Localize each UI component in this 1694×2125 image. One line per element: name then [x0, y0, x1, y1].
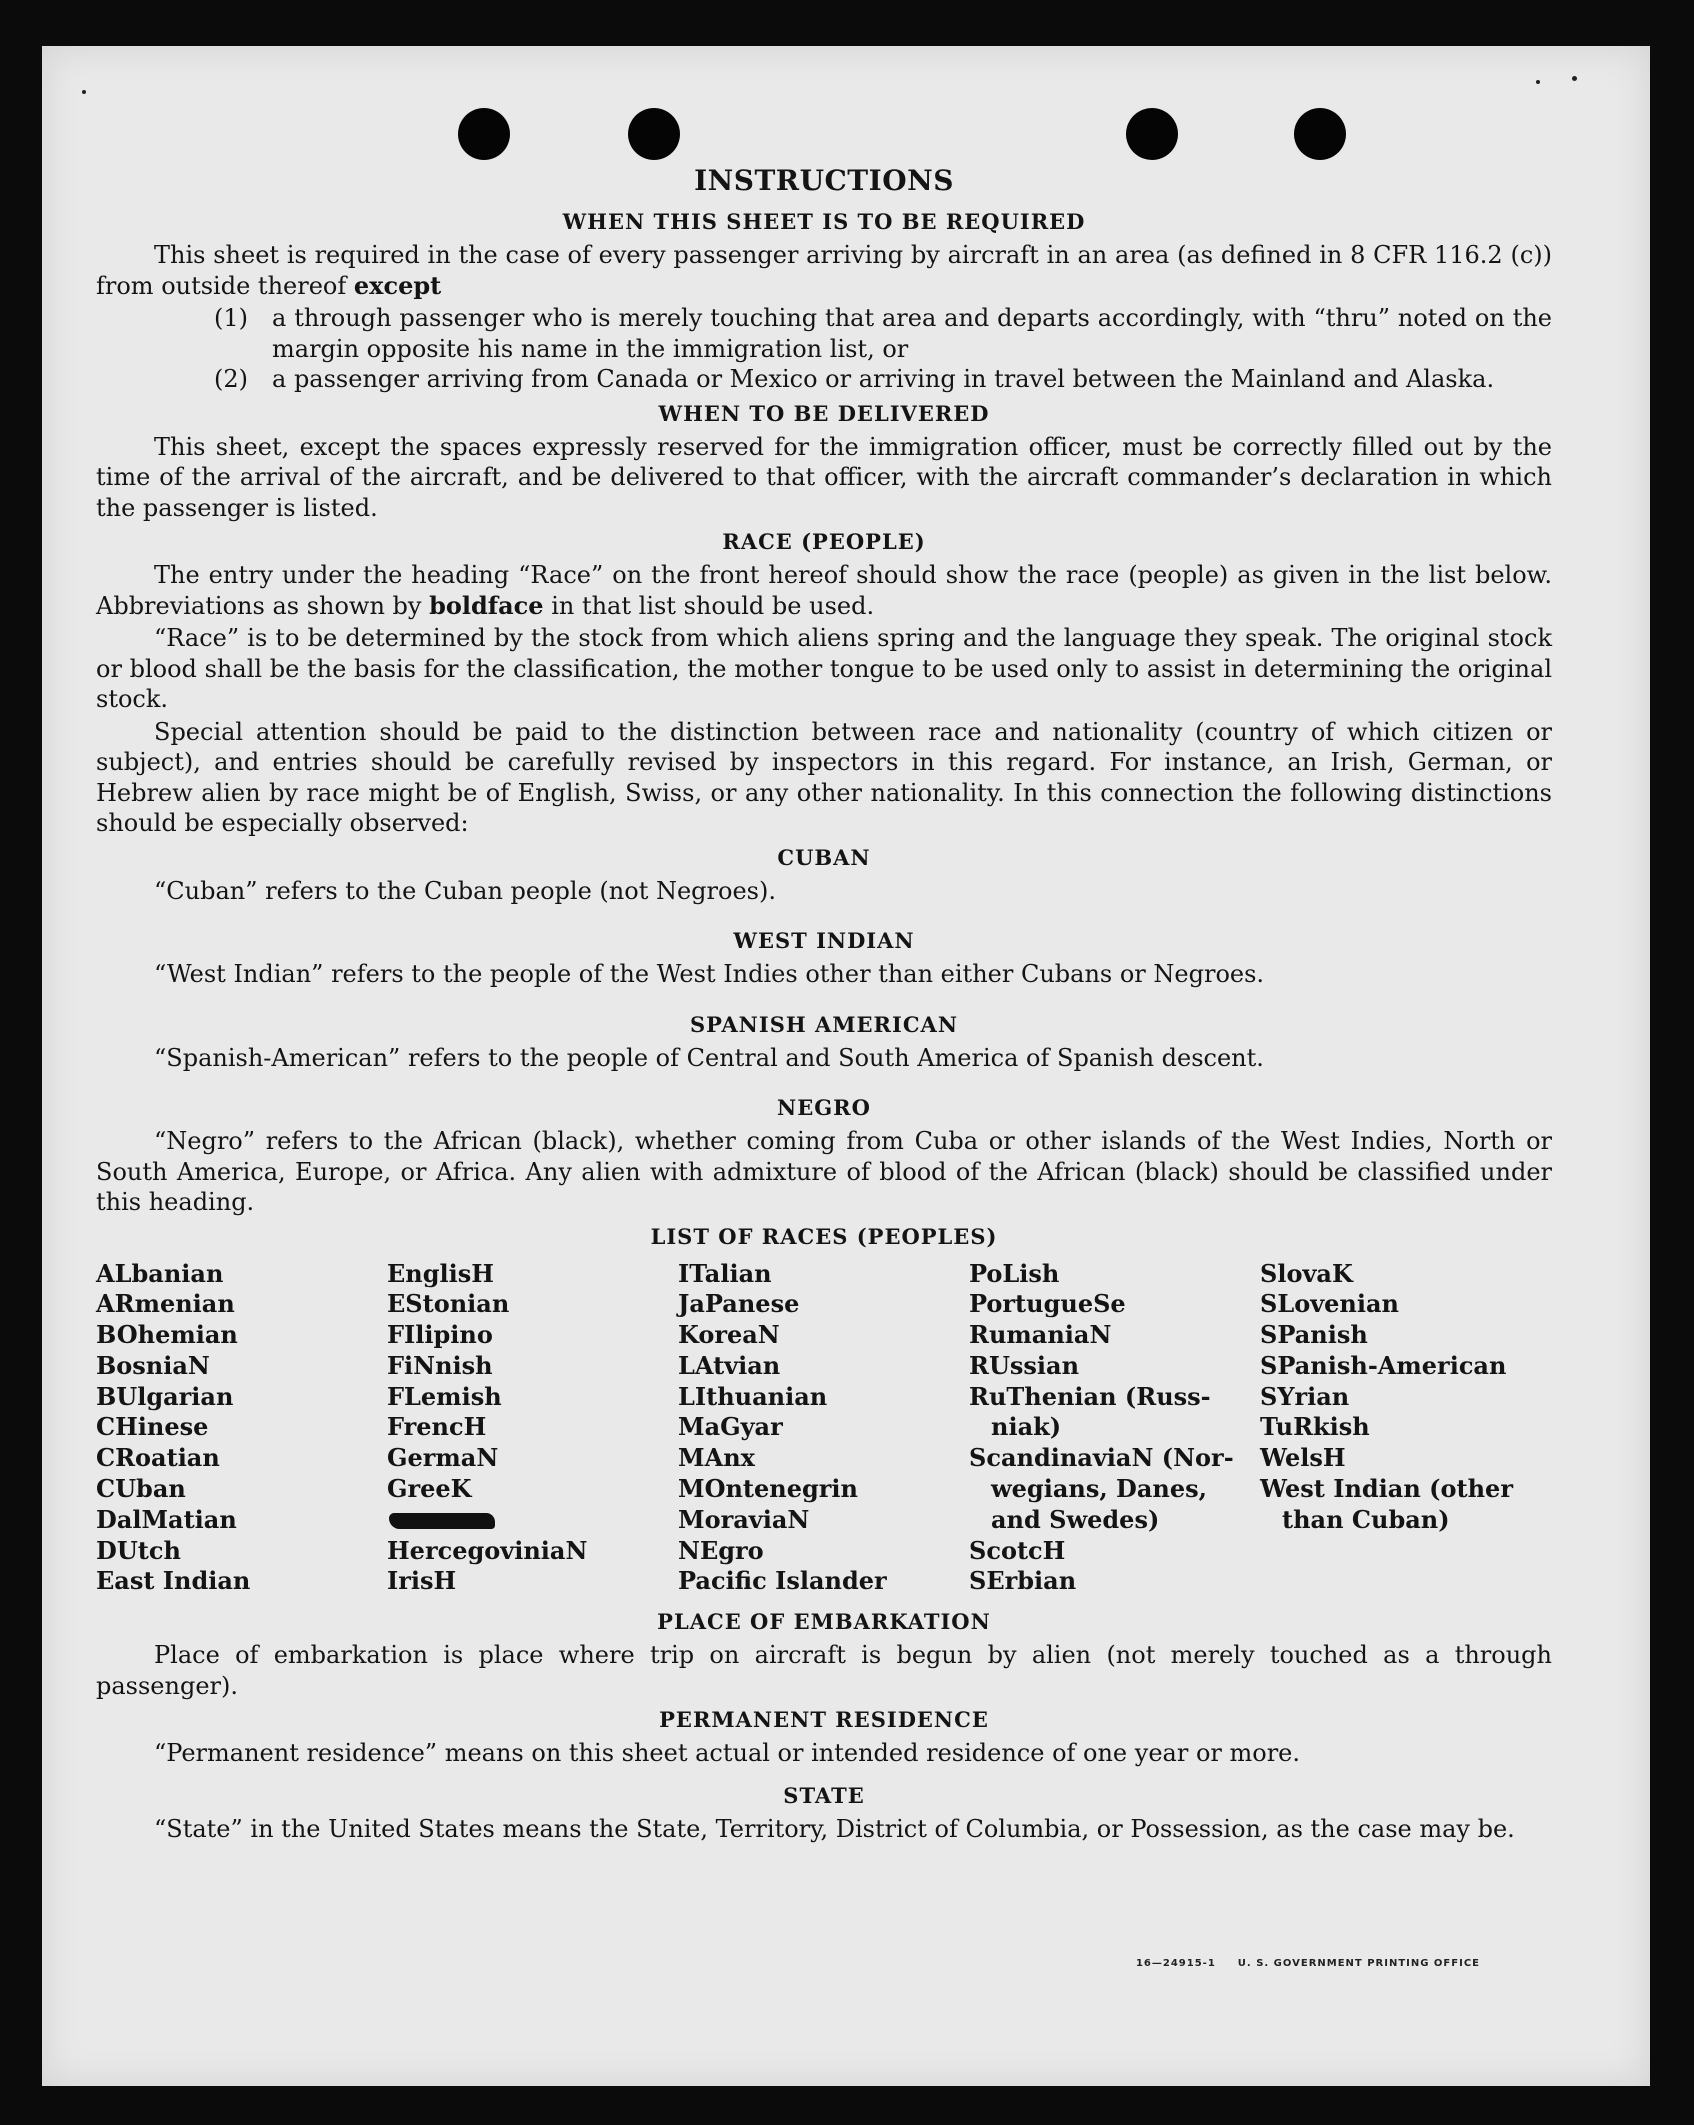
race-entry: RumaniaN: [969, 1320, 1112, 1350]
race-entry: SlovaK: [1260, 1258, 1353, 1288]
race-entry: SPanish: [1260, 1320, 1368, 1350]
race-entry: CUban: [96, 1474, 186, 1504]
page-title: INSTRUCTIONS: [694, 164, 954, 197]
race-column: [387, 1259, 678, 1598]
race-column: [678, 1259, 969, 1598]
punch-hole: [1126, 108, 1178, 160]
form-sheet: [42, 46, 1650, 2086]
paragraph: “West Indian” refers to the people of the West Indies other than either Cubans or Negroes.: [154, 960, 1265, 988]
race-column: [969, 1259, 1260, 1598]
race-entry: FLemish: [387, 1381, 502, 1411]
race-column: [96, 1259, 387, 1598]
race-entry: KoreaN: [678, 1320, 780, 1350]
race-entry: BOhemian: [96, 1320, 238, 1350]
race-column: [1260, 1259, 1551, 1598]
race-entry: GermaN: [387, 1443, 499, 1473]
race-entry: ITalian: [678, 1258, 772, 1288]
paragraph: “Negro” refers to the African (black), whether coming from Cuba or other islands of the West Indies, North or South America, Europe, or Africa. Any alien with admixture of blood of the African (black) should be classified under this heading.: [96, 1127, 1552, 1216]
race-entry: niak): [991, 1412, 1062, 1442]
race-entry: EStonian: [387, 1289, 510, 1319]
print-code: 16—24915-1 U. S. GOVERNMENT PRINTING OFFICE: [1135, 1958, 1480, 1969]
race-entry: BUlgarian: [96, 1381, 234, 1411]
section-heading: WEST INDIAN: [733, 928, 915, 953]
race-entry: MOntenegrin: [678, 1474, 858, 1504]
race-entry: SLovenian: [1260, 1289, 1399, 1319]
section-heading: PERMANENT RESIDENCE: [659, 1707, 989, 1733]
race-entry: LAtvian: [678, 1350, 781, 1380]
race-entry: JaPanese: [678, 1289, 800, 1319]
paragraph: “Permanent residence” means on this sheet actual or intended residence of one year or more.: [154, 1739, 1300, 1768]
race-entry: HercegoviniaN: [387, 1535, 588, 1565]
paragraph: Special attention should be paid to the distinction between race and nationality (country of which citizen or subject), and entries should be carefully revised by inspectors in this regard. For instance, an Irish, German, or Hebrew alien by race might be of English, Swiss, or any other nationality. In this connection the following distinctions should be especially observed:: [96, 717, 1552, 837]
race-entry: GreeK: [387, 1474, 472, 1504]
paragraph: “Cuban” refers to the Cuban people (not Negroes).: [154, 876, 776, 905]
race-entry: SYrian: [1260, 1381, 1350, 1411]
race-entry: CHinese: [96, 1412, 209, 1442]
race-entry: PortugueSe: [969, 1289, 1126, 1319]
list-item: (1) a through passenger who is merely touching that area and departs accordingly, with “thru” noted on the margin opposite his name in the immigration list, or: [214, 304, 1552, 363]
section-heading: RACE (PEOPLE): [722, 529, 926, 554]
paragraph: This sheet is required in the case of every passenger arriving by aircraft in an area (as defined in 8 CFR 116.2 (c)) from outside thereof except: [96, 241, 1552, 300]
paragraph: “Spanish-American” refers to the people of Central and South America of Spanish descent.: [154, 1043, 1264, 1072]
race-entry: PoLish: [969, 1258, 1060, 1288]
race-entry: DUtch: [96, 1535, 181, 1565]
section-heading: WHEN THIS SHEET IS TO BE REQUIRED: [562, 209, 1086, 234]
race-entry: SPanish-American: [1260, 1350, 1507, 1380]
paragraph: “Race” is to be determined by the stock from which aliens spring and the language they speak. The original stock or blood shall be the basis for the classification, the mother tongue to be used only to assist in determining the original stock.: [96, 624, 1552, 713]
dust-speck: [1572, 76, 1577, 81]
race-list: [96, 1259, 1552, 1598]
punch-hole: [1294, 108, 1346, 160]
race-entry: MaGyar: [678, 1412, 783, 1442]
dust-speck: [1536, 80, 1540, 84]
race-entry: FrencH: [387, 1412, 487, 1442]
race-entry: TuRkish: [1260, 1412, 1370, 1442]
race-entry: DalMatian: [96, 1504, 237, 1534]
race-entry: CRoatian: [96, 1443, 220, 1473]
race-entry: BosniaN: [96, 1350, 210, 1380]
race-entry: SErbian: [969, 1566, 1077, 1596]
redaction-mark: [387, 1510, 497, 1532]
race-entry: ARmenian: [96, 1289, 235, 1319]
race-entry: FIlipino: [387, 1320, 493, 1350]
race-entry: NEgro: [678, 1535, 764, 1565]
section-heading: LIST OF RACES (PEOPLES): [650, 1223, 998, 1249]
punch-hole: [458, 108, 510, 160]
punch-hole: [628, 108, 680, 160]
race-entry: MoraviaN: [678, 1504, 810, 1534]
race-entry: WelsH: [1260, 1443, 1346, 1473]
race-entry: West Indian (other: [1260, 1474, 1513, 1504]
race-entry: RUssian: [969, 1350, 1080, 1380]
race-entry: RuThenian (Russ-: [969, 1381, 1211, 1411]
race-entry: ScandinaviaN (Nor-: [969, 1443, 1234, 1473]
dust-speck: [82, 90, 86, 94]
race-entry: EnglisH: [387, 1258, 494, 1288]
section-heading: NEGRO: [777, 1095, 871, 1120]
race-entry: and Swedes): [991, 1504, 1160, 1534]
section-heading: WHEN TO BE DELIVERED: [658, 400, 990, 426]
race-entry: wegians, Danes,: [991, 1474, 1207, 1504]
race-entry: MAnx: [678, 1443, 755, 1473]
paragraph: Place of embarkation is place where trip on aircraft is begun by alien (not merely touched as a through passenger).: [96, 1641, 1552, 1700]
race-entry: ALbanian: [96, 1258, 224, 1288]
redacted-entry: [387, 1505, 678, 1536]
instructions-body: [96, 164, 1552, 1846]
section-heading: STATE: [783, 1782, 865, 1808]
list-item: (2) a passenger arriving from Canada or Mexico or arriving in travel between the Mainland and Alaska.: [214, 365, 1495, 393]
race-entry: Pacific Islander: [678, 1566, 887, 1596]
race-entry: LIthuanian: [678, 1381, 828, 1411]
race-entry: IrisH: [387, 1566, 457, 1596]
section-heading: PLACE OF EMBARKATION: [657, 1609, 991, 1635]
race-entry: ScotcH: [969, 1535, 1066, 1565]
section-heading: SPANISH AMERICAN: [689, 1011, 959, 1037]
race-entry: FiNnish: [387, 1350, 493, 1380]
section-heading: CUBAN: [777, 844, 871, 870]
paragraph: “State” in the United States means the State, Territory, District of Columbia, or Possession, as the case may be.: [154, 1814, 1515, 1843]
paragraph: The entry under the heading “Race” on the front hereof should show the race (people) as given in the list below. Abbreviations as shown by boldface in that list should be used.: [96, 561, 1552, 620]
race-entry: than Cuban): [1282, 1504, 1450, 1534]
paragraph: This sheet, except the spaces expressly reserved for the immigration officer, must be correctly filled out by the time of the arrival of the aircraft, and be delivered to that officer, with the aircraft commander’s declaration in which the passenger is listed.: [96, 432, 1552, 522]
race-entry: East Indian: [96, 1566, 251, 1596]
